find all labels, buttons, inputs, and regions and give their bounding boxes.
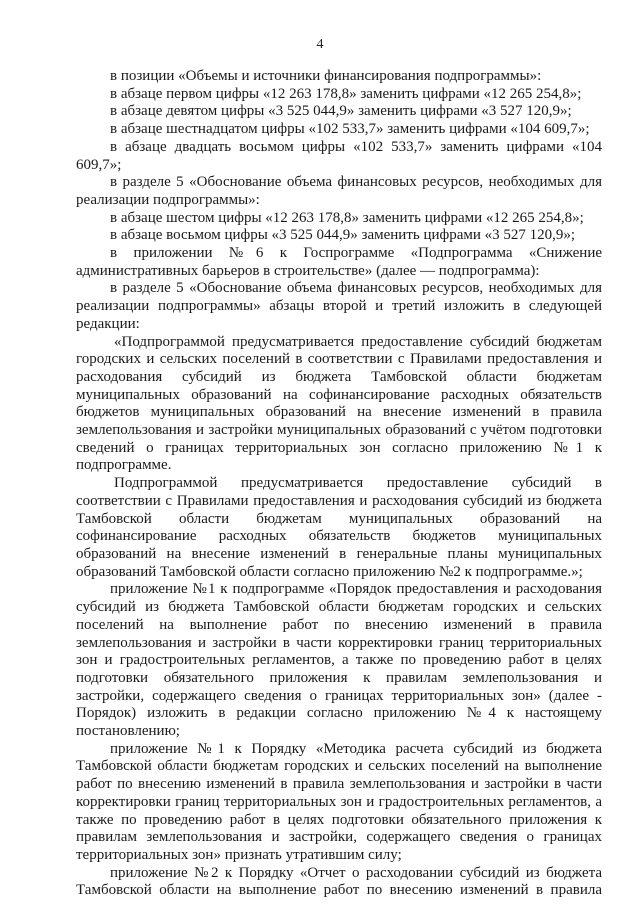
paragraph: в абзаце девятом цифры «3 525 044,9» заменить цифрами «3 527 120,9»; [110, 103, 572, 120]
page-number: 4 [316, 37, 324, 52]
paragraph: в абзаце восьмом цифры «3 525 044,9» заменить цифрами «3 527 120,9»; [110, 227, 576, 244]
paragraph: приложение №1 к подпрограмме «Порядок предоставления и расходования субсидий из бюджета Тамбовской области бюджетам городских и сельских поселений на выполнение работ по внесению изменений в правила землепользования и застройки в части корректировки границ территориальных зон и градостроительных регламентов, а также по проведению работ в целях подготовки обязательного приложения к правилам землепользования и застройки, содержащего сведения о границах территориальных зон» (далее - Порядок) изложить в редакции согласно приложению №4 к настоящему постановлению; [76, 581, 602, 740]
paragraph: в абзаце первом цифры «12 263 178,8» заменить цифрами «12 265 254,8»; [110, 85, 582, 102]
paragraph: в позиции «Объемы и источники финансирования подпрограммы»: [110, 68, 542, 84]
paragraph: в разделе 5 «Обоснование объема финансовых ресурсов, необходимых для реализации подпрограммы»: [76, 174, 602, 208]
paragraph: приложение №1 к Порядку «Методика расчета субсидий из бюджета Тамбовской области бюджетам городских и сельских поселений на выполнение работ по внесению изменений в правила землепользования и застройки в части корректировки границ территориальных зон и градостроительных регламентов, а также по проведению работ в целях подготовки обязательного приложения к правилам землепользования и застройки, содержащего сведения о границах территориальных зон» признать утратившим силу; [76, 740, 602, 863]
paragraph: в приложении №6 к Госпрограмме «Подпрограмма «Снижение административных барьеров в строительстве» (далее — подпрограмма): [76, 245, 602, 279]
paragraph: приложение №2 к Порядку «Отчет о расходовании субсидий из бюджета Тамбовской области на выполнение работ по внесению изменений в правила [76, 864, 602, 899]
quoted-paragraph: Подпрограммой предусматривается предоставление субсидий в соответствии с Правилами предоставления и расходования субсидий из бюджета Тамбовской области бюджетам муниципальных образований на софинансирование расходных обязательств бюджетов муниципальных образований на внесение изменений в генеральные планы муниципальных образований Тамбовской области согласно приложению №2 к подпрограмме.»; [76, 475, 602, 580]
paragraph: в разделе 5 «Обоснование объема финансовых ресурсов, необходимых для реализации подпрограммы» абзацы второй и третий изложить в следующей редакции: [76, 280, 602, 332]
paragraph: в абзаце шестом цифры «12 263 178,8» заменить цифрами «12 265 254,8»; [110, 209, 584, 226]
document-body [76, 68, 602, 900]
paragraph: в абзаце шестнадцатом цифры «102 533,7» заменить цифрами «104 609,7»; [110, 121, 590, 138]
paragraph: в абзаце двадцать восьмом цифры «102 533,7» заменить цифрами «104 609,7»; [76, 138, 602, 173]
quoted-paragraph: «Подпрограммой предусматривается предоставление субсидий бюджетам городских и сельских поселений в соответствии с Правилами предоставления и расходования субсидий из бюджета Тамбовской области бюджетам муниципальных образований на софинансирование расходных обязательств бюджетов муниципальных образований на внесение изменений в правила землепользования и застройки муниципальных образований с учётом подготовки сведений о границах территориальных зон согласно приложению №1 к подпрограмме. [76, 333, 602, 474]
